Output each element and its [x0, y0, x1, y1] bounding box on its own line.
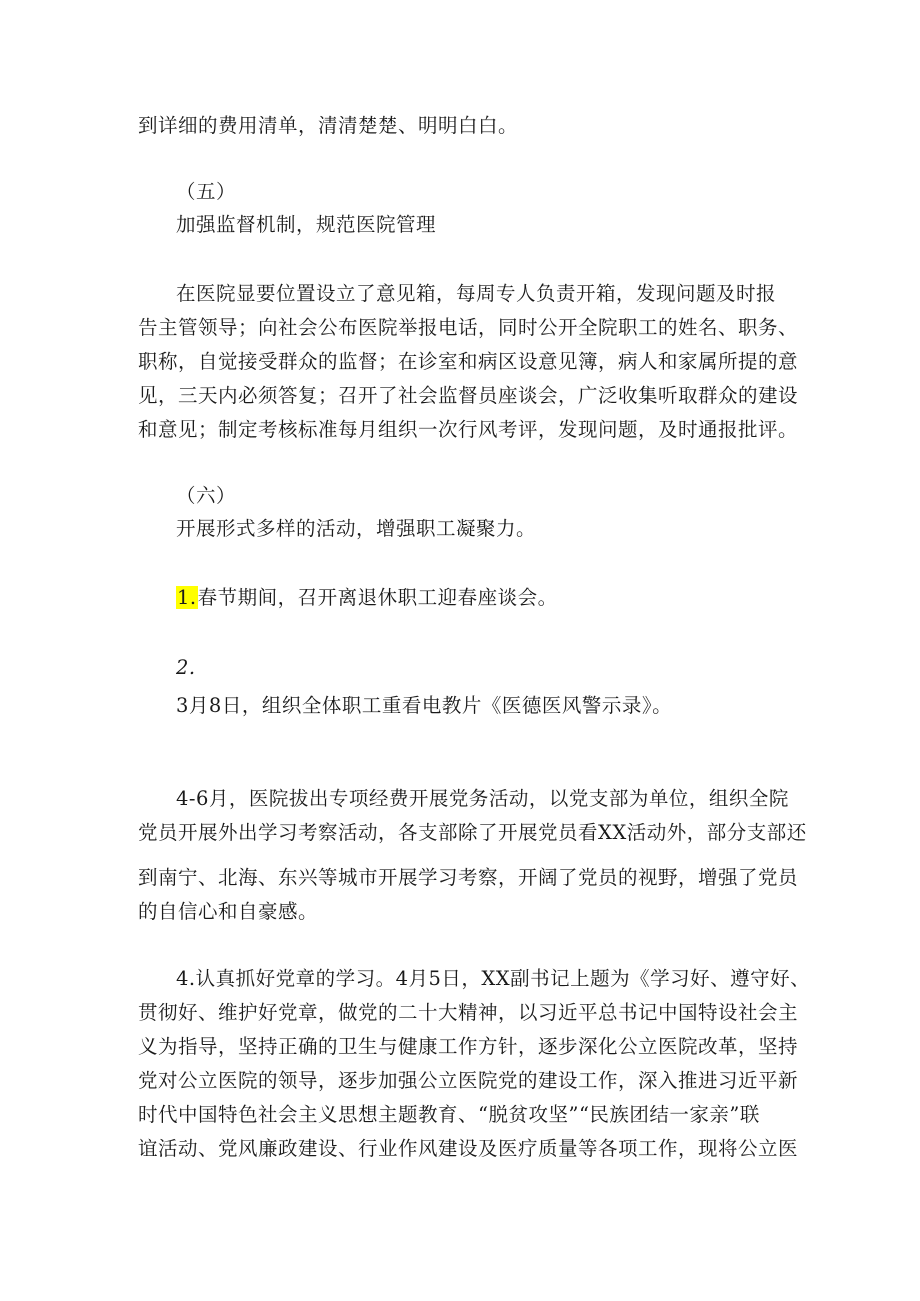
item-3-paragraph-line: 党员开展外出学习考察活动，各支部除了开展党员看XX活动外，部分支部还	[138, 821, 807, 844]
list-item-2-text: 3月8日，组织全体职工重看电教片《医德医风警示录》。	[176, 694, 673, 717]
item-3-paragraph-line: 4-6月，医院拔出专项经费开展党务活动，以党支部为单位，组织全院	[176, 787, 789, 810]
section-5-paragraph-line: 告主管领导；向社会公布医院举报电话，同时公开全院职工的姓名、职务、	[138, 316, 799, 339]
section-6-number: （六）	[176, 484, 237, 507]
section-5-paragraph-line: 职称，自觉接受群众的监督；在诊室和病区设意见簿，病人和家属所提的意	[138, 350, 799, 373]
section-5-paragraph-line: 和意见；制定考核标准每月组织一次行风考评，发现问题，及时通报批评。	[138, 418, 799, 441]
intro-paragraph: 到详细的费用清单，清清楚楚、明明白白。	[138, 114, 519, 137]
item-4-paragraph-line: 4.认真抓好党章的学习。4月5日，XX副书记上题为《学习好、遵守好、	[176, 967, 811, 990]
section-5-number: （五）	[176, 180, 237, 203]
item-4-paragraph-line: 义为指导，坚持正确的卫生与健康工作方针，逐步深化公立医院改革，坚持	[138, 1035, 799, 1058]
section-6-title: 开展形式多样的活动，增强职工凝聚力。	[176, 517, 537, 540]
item-4-paragraph-line: 贯彻好、维护好党章，做党的二十大精神，以习近平总书记中国特设社会主	[138, 1001, 799, 1024]
list-item-1-number: 1.	[177, 586, 197, 609]
list-item-2-number: 2.	[176, 656, 196, 679]
item-3-paragraph-line: 的自信心和自豪感。	[138, 900, 319, 923]
list-item-1	[176, 584, 836, 612]
section-5-title: 加强监督机制，规范医院管理	[176, 213, 437, 236]
list-item-1-text: 春节期间，召开离退休职工迎春座谈会。	[197, 586, 558, 609]
section-5-paragraph-line: 见，三天内必须答复；召开了社会监督员座谈会，广泛收集听取群众的建设	[138, 384, 799, 407]
item-3-paragraph-line: 到南宁、北海、东兴等城市开展学习考察，开阔了党员的视野，增强了党员	[138, 866, 799, 889]
item-4-paragraph-line: 谊活动、党风廉政建设、行业作风建设及医疗质量等各项工作，现将公立医	[138, 1137, 799, 1160]
section-5-paragraph-line: 在医院显要位置设立了意见箱，每周专人负责开箱，发现问题及时报	[176, 282, 777, 305]
item-4-paragraph-line: 时代中国特色社会主义思想主题教育、“脱贫攻坚”“民族团结一家亲”联	[138, 1103, 760, 1126]
item-4-paragraph-line: 党对公立医院的领导，逐步加强公立医院党的建设工作，深入推进习近平新	[138, 1069, 799, 1092]
